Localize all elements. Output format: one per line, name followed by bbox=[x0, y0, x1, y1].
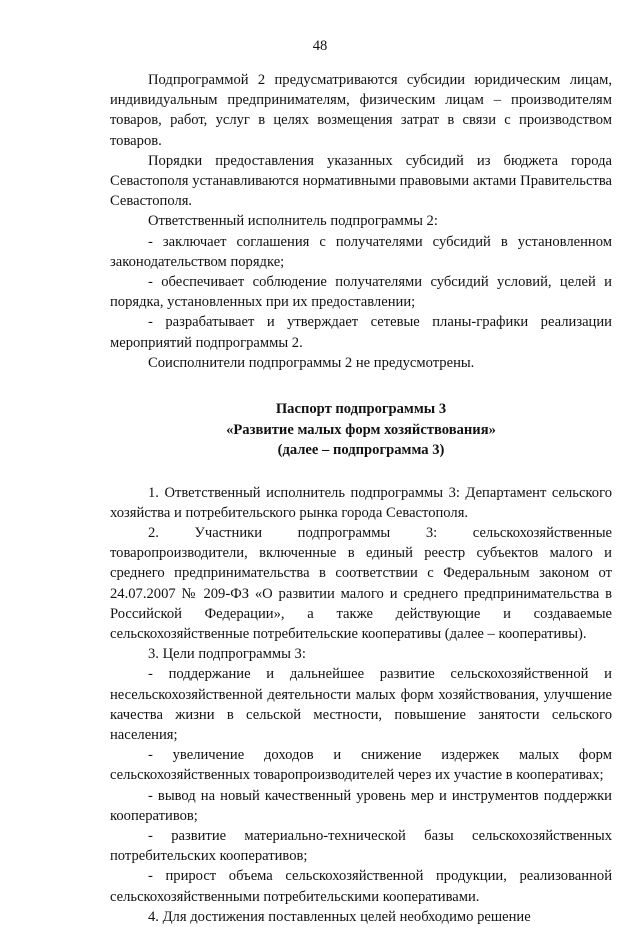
list-item-agreements: - заключает соглашения с получателями субсидий в установленном законодательством порядке; bbox=[110, 233, 612, 270]
paragraph-participants: 2. Участники подпрограммы 3: сельскохозяйственные товаропроизводители, включенные в единый реестр субъектов малого и среднего предпринимательства в соответствии с Федеральным законом от 24.07.2007 № 209-ФЗ «О развитии малого и среднего предпринимательства в Российской Федерации», а также действующие и создаваемые сельскохозяйственные потребительские кооперативы (далее – кооперативы). bbox=[110, 524, 612, 642]
list-item-compliance: - обеспечивает соблюдение получателями субсидий условий, целей и порядка, установленных при их предоставлении; bbox=[110, 274, 612, 311]
paragraph-executor: Ответственный исполнитель подпрограммы 2: bbox=[148, 213, 438, 230]
paragraph-goals: 3. Цели подпрограммы 3: bbox=[148, 646, 306, 663]
goal-item-production: - прирост объема сельскохозяйственной продукции, реализованной сельскохозяйственными потребительскими кооперативами. bbox=[110, 868, 612, 905]
paragraph-tasks: 4. Для достижения поставленных целей необходимо решение bbox=[148, 908, 531, 925]
paragraph-subsidies: Подпрограммой 2 предусматриваются субсидии юридическим лицам, индивидуальным предпринимателям, физическим лицам – производителям товаров, работ, услуг в целях возмещения затрат в связи с производством товаров. bbox=[110, 72, 612, 149]
goal-item-income: - увеличение доходов и снижение издержек малых форм сельскохозяйственных товаропроизводителей через их участие в кооперативах; bbox=[110, 747, 612, 784]
paragraph-coexecutors: Соисполнители подпрограммы 2 не предусмотрены. bbox=[148, 354, 475, 371]
section-heading bbox=[110, 399, 612, 461]
heading-line-2: «Развитие малых форм хозяйствования» bbox=[226, 421, 496, 438]
paragraph-procedures: Порядки предоставления указанных субсидий из бюджета города Севастополя устанавливаются нормативными правовыми актами Правительства Севастополя. bbox=[110, 152, 612, 210]
document-body bbox=[110, 70, 612, 927]
goal-item-infrastructure: - развитие материально-технической базы сельскохозяйственных потребительских кооперативов; bbox=[110, 828, 612, 865]
page-number: 48 bbox=[312, 38, 328, 54]
paragraph-responsible: 1. Ответственный исполнитель подпрограммы 3: Департамент сельского хозяйства и потребительского рынка города Севастополя. bbox=[110, 484, 612, 521]
heading-line-1: Паспорт подпрограммы 3 bbox=[275, 401, 447, 418]
list-item-schedules: - разрабатывает и утверждает сетевые планы-графики реализации мероприятий подпрограммы 2. bbox=[110, 314, 612, 351]
goal-item-support: - вывод на новый качественный уровень мер и инструментов поддержки кооперативов; bbox=[110, 787, 612, 824]
goal-item-development: - поддержание и дальнейшее развитие сельскохозяйственной и несельскохозяйственной деятельности малых форм хозяйствования, улучшение качества жизни в сельской местности, повышение занятости сельского населения; bbox=[110, 666, 612, 743]
heading-line-3: (далее – подпрограмма 3) bbox=[277, 442, 445, 459]
